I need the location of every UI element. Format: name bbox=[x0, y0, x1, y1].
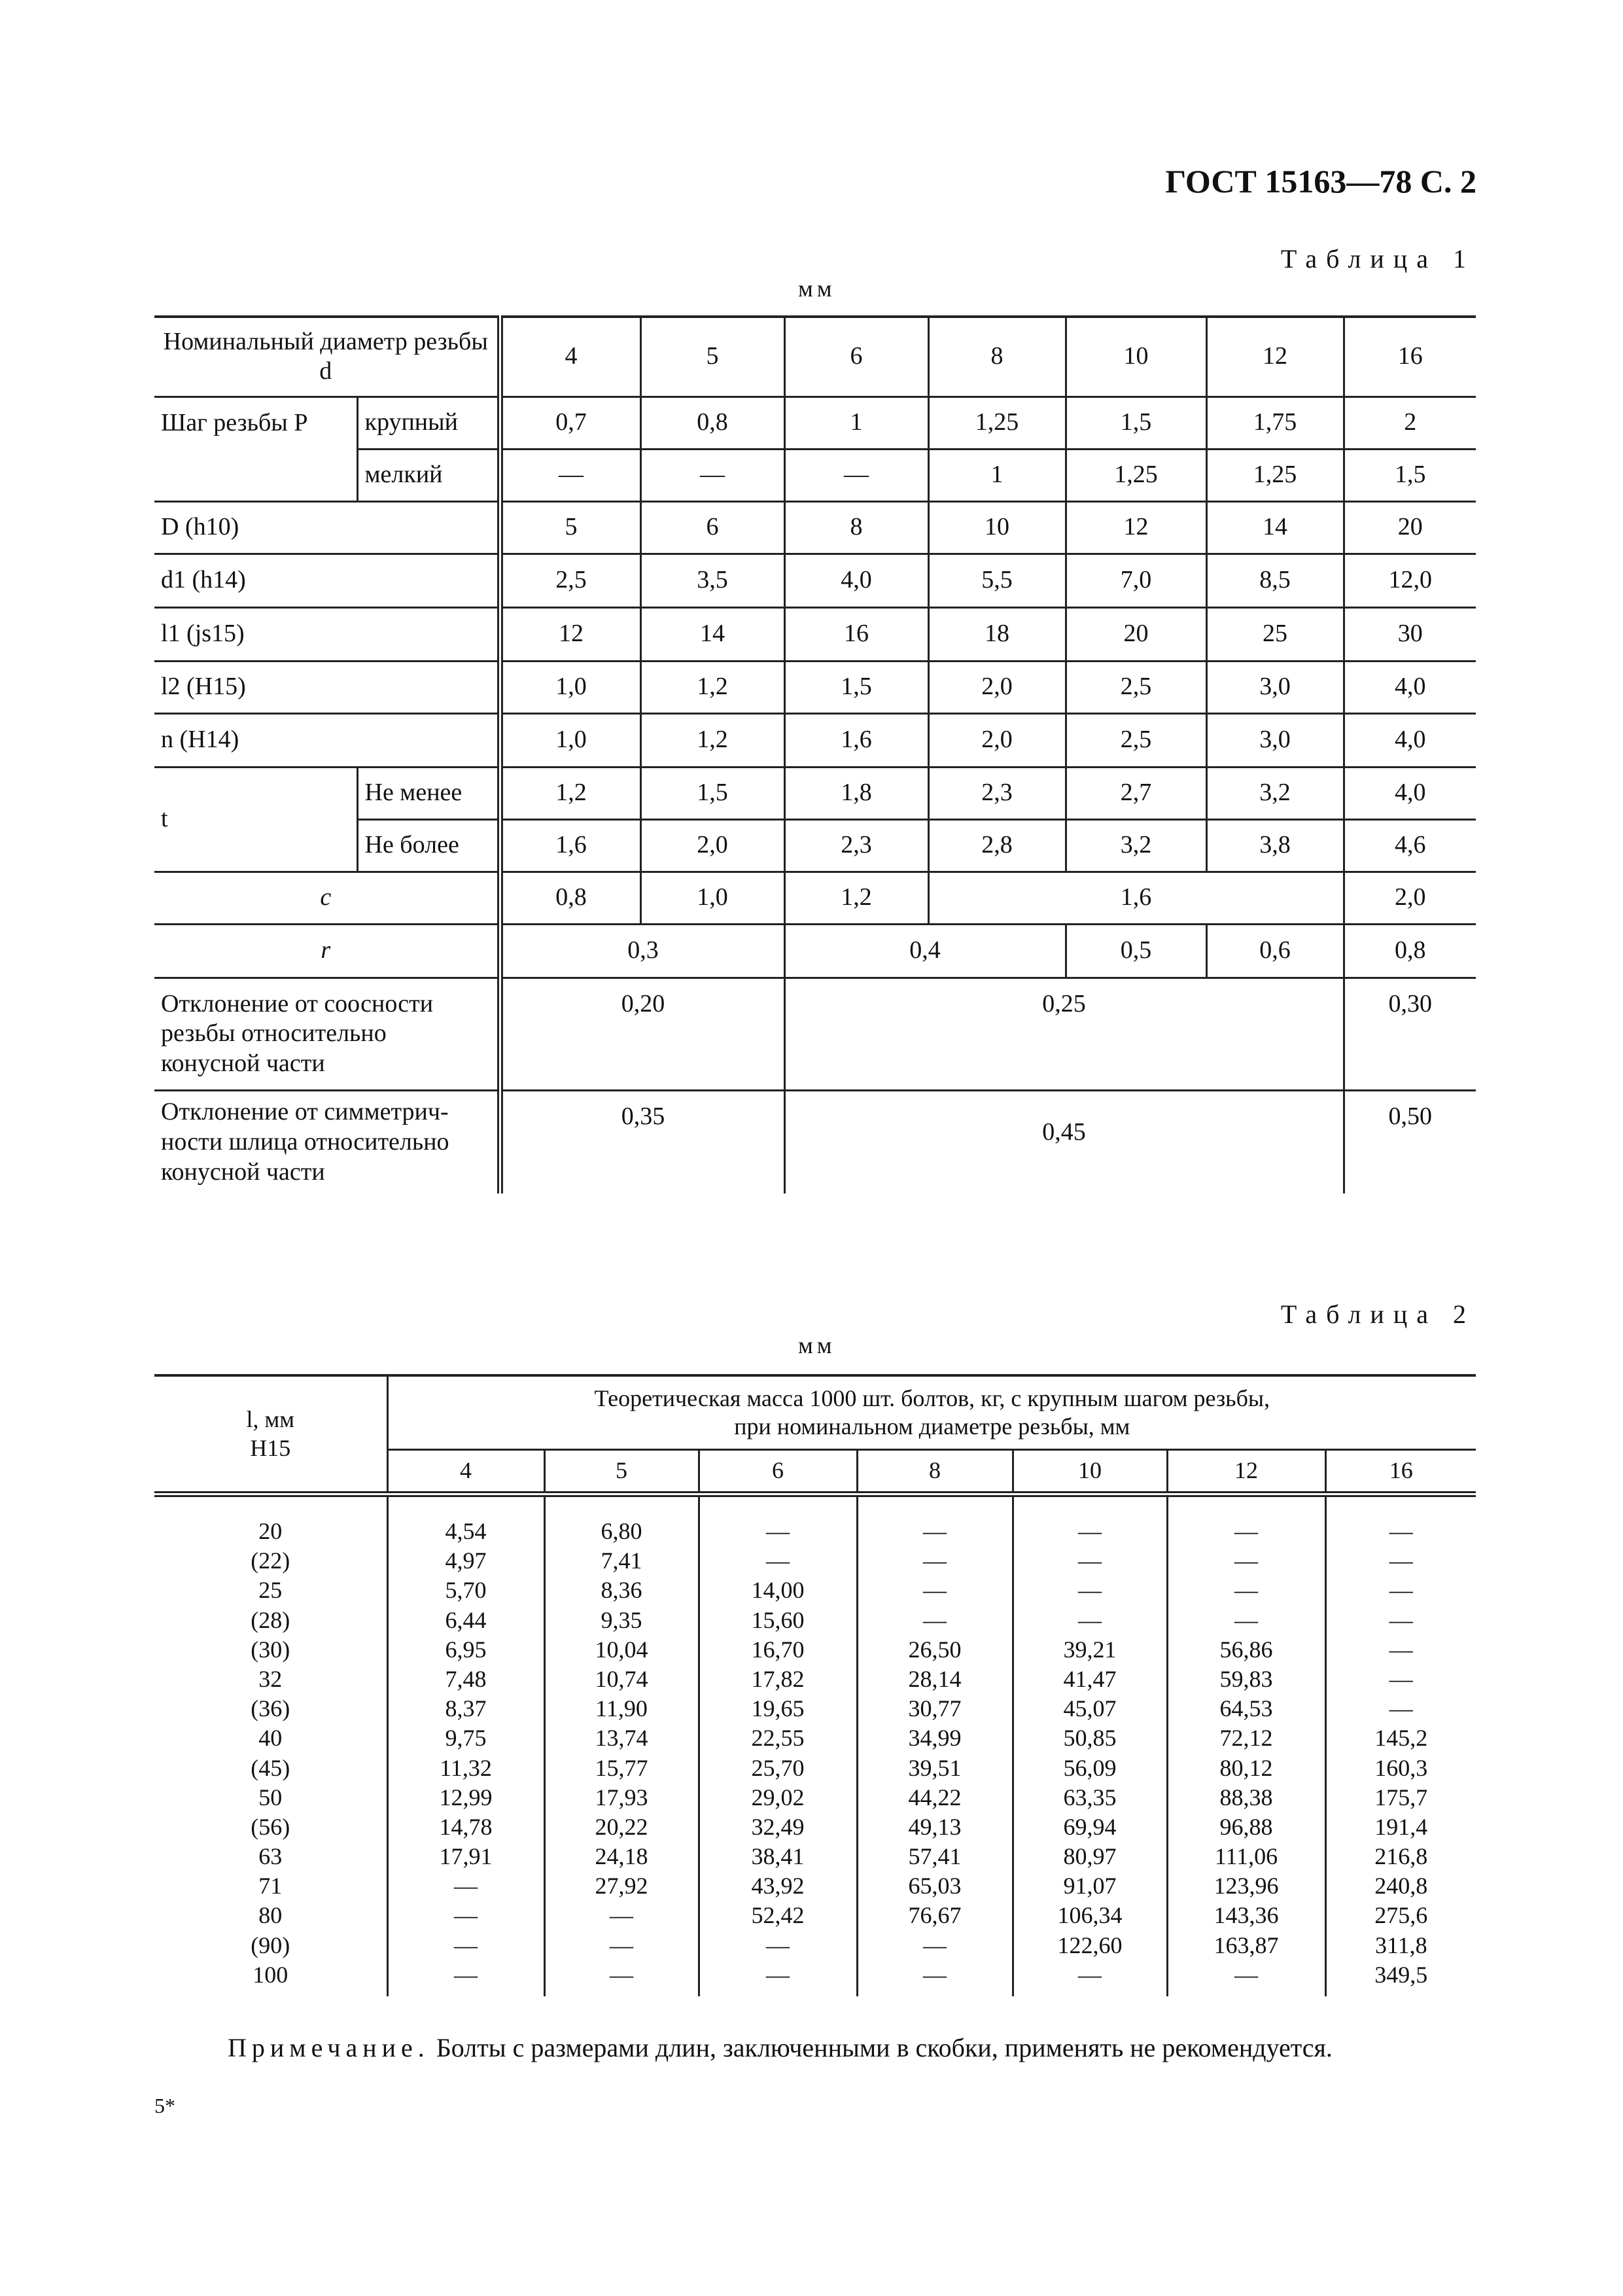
cell: 0,25 bbox=[784, 978, 1344, 1090]
cell: 0,8 bbox=[500, 872, 640, 924]
mass-value: 9,35 bbox=[601, 1606, 642, 1633]
cell: 1,0 bbox=[640, 872, 784, 924]
mass-value: — bbox=[1078, 1961, 1102, 1988]
mass-value: — bbox=[923, 1606, 947, 1633]
mass-value: 8,36 bbox=[601, 1577, 642, 1604]
cell: 2,5 bbox=[500, 554, 640, 607]
mass-value: 191,4 bbox=[1374, 1813, 1428, 1840]
n-label: n (H14) bbox=[154, 713, 500, 767]
mass-value: 4,97 bbox=[445, 1547, 487, 1574]
mass-value: 45,07 bbox=[1063, 1695, 1117, 1722]
cell: 2,0 bbox=[640, 819, 784, 872]
mass-value: 17,82 bbox=[751, 1665, 805, 1692]
mass-value: 27,92 bbox=[595, 1873, 648, 1899]
mass-value: — bbox=[610, 1932, 633, 1958]
cell: 12 bbox=[500, 607, 640, 661]
cell: 0,5 bbox=[1066, 924, 1206, 978]
mass-value: 38,41 bbox=[751, 1843, 805, 1870]
mass-value: 175,7 bbox=[1374, 1784, 1428, 1810]
mass-value: 123,96 bbox=[1213, 1873, 1279, 1899]
mass-value: 17,91 bbox=[439, 1843, 493, 1870]
mass-value: 19,65 bbox=[751, 1695, 805, 1722]
mass-value: 11,90 bbox=[595, 1695, 648, 1722]
table2-header-row bbox=[154, 1375, 1476, 1450]
t-label: t bbox=[154, 767, 357, 872]
l1-row bbox=[154, 607, 1476, 661]
cell: 20 bbox=[1344, 501, 1476, 554]
length-value: (90) bbox=[251, 1932, 290, 1958]
mass-value: 22,55 bbox=[751, 1725, 805, 1752]
l2-label: l2 (H15) bbox=[154, 661, 500, 713]
mass-value: 122,60 bbox=[1057, 1932, 1123, 1958]
mass-value: 240,8 bbox=[1374, 1873, 1428, 1899]
mass-column bbox=[1023, 1517, 1157, 1990]
mass-value: 106,34 bbox=[1057, 1902, 1123, 1929]
D-label: D (h10) bbox=[154, 501, 500, 554]
mass-value: 34,99 bbox=[908, 1725, 962, 1752]
cell: 0,6 bbox=[1206, 924, 1344, 978]
mass-value: — bbox=[766, 1932, 790, 1958]
mass-value: 12,99 bbox=[439, 1784, 493, 1810]
cell: 1,25 bbox=[1066, 449, 1206, 501]
cell: 0,3 bbox=[500, 924, 784, 978]
mass-value: — bbox=[923, 1547, 947, 1574]
cell: 2,5 bbox=[1066, 661, 1206, 713]
mass-value: 26,50 bbox=[908, 1636, 962, 1663]
cell: 4,0 bbox=[1344, 661, 1476, 713]
length-value: (56) bbox=[251, 1813, 290, 1840]
mass-value: 80,97 bbox=[1063, 1843, 1117, 1870]
mass-value: 25,70 bbox=[751, 1754, 805, 1781]
page-header: ГОСТ 15163—78 С. 2 bbox=[1165, 163, 1476, 200]
cell: 1,5 bbox=[640, 767, 784, 819]
mass-value: — bbox=[766, 1518, 790, 1544]
cell: 0,8 bbox=[1344, 924, 1476, 978]
cell: 0,8 bbox=[640, 397, 784, 449]
length-column bbox=[164, 1517, 377, 1990]
mass-value: 96,88 bbox=[1219, 1813, 1273, 1840]
mass-value: 7,48 bbox=[445, 1665, 487, 1692]
t-min-row bbox=[154, 767, 1476, 819]
mass-value: 9,75 bbox=[445, 1725, 487, 1752]
mass-value: 91,07 bbox=[1063, 1873, 1117, 1899]
mass-value: — bbox=[1389, 1665, 1413, 1692]
mass-value: — bbox=[923, 1518, 947, 1544]
page-mark: 5* bbox=[154, 2094, 175, 2117]
mass-value: 39,51 bbox=[908, 1754, 962, 1781]
coaxiality-label: Отклонение от соосности резьбы относительно конусной части bbox=[154, 978, 500, 1090]
t-min-label: Не менее bbox=[357, 767, 500, 819]
mass-group-header: Теоретическая масса 1000 шт. болтов, кг, с крупным шагом резьбы, при номинальном диаметре резьбы, мм bbox=[387, 1375, 1476, 1450]
pitch-coarse-label: крупный bbox=[357, 397, 500, 449]
cell: 1,25 bbox=[1206, 449, 1344, 501]
d1-row bbox=[154, 554, 1476, 607]
cell: 4,0 bbox=[1344, 767, 1476, 819]
mass-value: 6,44 bbox=[445, 1606, 487, 1633]
length-value: (22) bbox=[251, 1547, 290, 1574]
cell: 18 bbox=[928, 607, 1066, 661]
mass-value: 50,85 bbox=[1063, 1725, 1117, 1752]
diameter-cell: 8 bbox=[857, 1450, 1013, 1494]
mass-column bbox=[867, 1517, 1003, 1990]
mass-column bbox=[1336, 1517, 1467, 1990]
cell: 5,5 bbox=[928, 554, 1066, 607]
mass-value: 14,78 bbox=[439, 1813, 493, 1840]
cell: 2,5 bbox=[1066, 713, 1206, 767]
cell: 0,45 bbox=[784, 1090, 1344, 1193]
mass-value: — bbox=[454, 1932, 478, 1958]
length-value: (30) bbox=[251, 1636, 290, 1663]
mass-value: 311,8 bbox=[1374, 1932, 1427, 1958]
cell: — bbox=[640, 449, 784, 501]
mass-value: — bbox=[1234, 1518, 1258, 1544]
mass-value: — bbox=[1078, 1547, 1102, 1574]
diameter-cell: 10 bbox=[1013, 1450, 1167, 1494]
mass-value: 17,93 bbox=[595, 1784, 648, 1810]
cell: 2,0 bbox=[1344, 872, 1476, 924]
mass-value: — bbox=[923, 1932, 947, 1958]
cell: 4,0 bbox=[784, 554, 928, 607]
mass-value: 143,36 bbox=[1213, 1902, 1279, 1929]
cell: 5 bbox=[500, 501, 640, 554]
mass-value: 39,21 bbox=[1063, 1636, 1117, 1663]
mass-value: 20,22 bbox=[595, 1813, 648, 1840]
c-row bbox=[154, 872, 1476, 924]
mass-value: 49,13 bbox=[908, 1813, 962, 1840]
table1-unit: мм bbox=[798, 275, 836, 302]
length-value: (28) bbox=[251, 1606, 290, 1633]
mass-value: 6,80 bbox=[601, 1518, 642, 1544]
cell: 3,5 bbox=[640, 554, 784, 607]
r-row bbox=[154, 924, 1476, 978]
cell: 3,0 bbox=[1206, 713, 1344, 767]
cell: 0,20 bbox=[500, 978, 784, 1090]
cell: 20 bbox=[1066, 607, 1206, 661]
cell: 1,0 bbox=[500, 661, 640, 713]
cell: 2,3 bbox=[928, 767, 1066, 819]
cell: 14 bbox=[640, 607, 784, 661]
mass-value: 56,09 bbox=[1063, 1754, 1117, 1781]
mass-value: 15,60 bbox=[751, 1606, 805, 1633]
dimensions-table bbox=[154, 315, 1476, 1193]
mass-value: 43,92 bbox=[751, 1873, 805, 1899]
mass-value: — bbox=[1389, 1636, 1413, 1663]
cell: 8,5 bbox=[1206, 554, 1344, 607]
mass-value: 163,87 bbox=[1213, 1932, 1279, 1958]
table2-body bbox=[154, 1494, 1476, 1997]
diameter-cell: 16 bbox=[1344, 317, 1476, 397]
mass-value: 6,95 bbox=[445, 1636, 487, 1663]
length-value: 71 bbox=[258, 1873, 283, 1899]
cell: 1,5 bbox=[1344, 449, 1476, 501]
mass-value: 10,04 bbox=[595, 1636, 648, 1663]
cell: 7,0 bbox=[1066, 554, 1206, 607]
mass-value: — bbox=[610, 1902, 633, 1929]
mass-value: — bbox=[1234, 1606, 1258, 1633]
symmetry-row bbox=[154, 1090, 1476, 1193]
pitch-fine-label: мелкий bbox=[357, 449, 500, 501]
header-label: Номинальный диаметр резьбы d bbox=[154, 317, 500, 397]
mass-value: 10,74 bbox=[595, 1665, 648, 1692]
mass-value: — bbox=[1234, 1547, 1258, 1574]
mass-value: 13,74 bbox=[595, 1725, 648, 1752]
cell: 12 bbox=[1066, 501, 1206, 554]
length-value: 100 bbox=[253, 1961, 288, 1988]
mass-value: — bbox=[454, 1873, 478, 1899]
diameter-cell: 5 bbox=[544, 1450, 699, 1494]
length-header: l, мм H15 bbox=[154, 1375, 387, 1494]
mass-column bbox=[398, 1517, 534, 1990]
mass-value: 88,38 bbox=[1219, 1784, 1273, 1810]
table2-caption: Таблица 2 bbox=[1280, 1299, 1475, 1329]
mass-value: 44,22 bbox=[908, 1784, 962, 1810]
cell: 0,30 bbox=[1344, 978, 1476, 1090]
mass-value: — bbox=[1389, 1518, 1413, 1544]
mass-value: 216,8 bbox=[1374, 1843, 1428, 1870]
cell: 1,6 bbox=[500, 819, 640, 872]
cell: — bbox=[500, 449, 640, 501]
mass-value: 5,70 bbox=[445, 1577, 487, 1604]
cell: 0,35 bbox=[500, 1090, 784, 1193]
diameter-cell: 6 bbox=[784, 317, 928, 397]
diameter-cell: 8 bbox=[928, 317, 1066, 397]
cell: 30 bbox=[1344, 607, 1476, 661]
cell: 2,0 bbox=[928, 713, 1066, 767]
l1-label: l1 (js15) bbox=[154, 607, 500, 661]
length-value: 63 bbox=[258, 1843, 283, 1870]
mass-value: — bbox=[923, 1961, 947, 1988]
cell: 0,50 bbox=[1388, 1102, 1433, 1130]
mass-value: — bbox=[1234, 1961, 1258, 1988]
length-value: (45) bbox=[251, 1754, 290, 1781]
n-row bbox=[154, 713, 1476, 767]
pitch-label: Шаг резьбы P bbox=[154, 397, 357, 501]
l2-row bbox=[154, 661, 1476, 713]
mass-column bbox=[1178, 1517, 1316, 1990]
cell: 1,5 bbox=[784, 661, 928, 713]
cell: 1,2 bbox=[640, 661, 784, 713]
mass-value: 145,2 bbox=[1374, 1725, 1428, 1752]
cell: 6 bbox=[640, 501, 784, 554]
mass-value: — bbox=[766, 1547, 790, 1574]
cell: 1 bbox=[784, 397, 928, 449]
pitch-coarse-row bbox=[154, 397, 1476, 449]
table1-header-row bbox=[154, 317, 1476, 397]
cell: 3,2 bbox=[1206, 767, 1344, 819]
mass-value: 76,67 bbox=[908, 1902, 962, 1929]
mass-value: 69,94 bbox=[1063, 1813, 1117, 1840]
D-row bbox=[154, 501, 1476, 554]
d1-label: d1 (h14) bbox=[154, 554, 500, 607]
cell: 1 bbox=[928, 449, 1066, 501]
cell: 3,0 bbox=[1206, 661, 1344, 713]
cell: 0,4 bbox=[784, 924, 1066, 978]
mass-value: 30,77 bbox=[908, 1695, 962, 1722]
cell: 1,6 bbox=[928, 872, 1344, 924]
mass-value: — bbox=[610, 1961, 633, 1988]
mass-value: — bbox=[454, 1961, 478, 1988]
cell: 3,8 bbox=[1206, 819, 1344, 872]
mass-value: 15,77 bbox=[595, 1754, 648, 1781]
cell: 1,5 bbox=[1066, 397, 1206, 449]
mass-value: 16,70 bbox=[751, 1636, 805, 1663]
mass-value: 59,83 bbox=[1219, 1665, 1273, 1692]
cell: 1,2 bbox=[500, 767, 640, 819]
cell: 1,0 bbox=[500, 713, 640, 767]
cell: 1,25 bbox=[928, 397, 1066, 449]
mass-value: 275,6 bbox=[1374, 1902, 1428, 1929]
mass-value: 7,41 bbox=[601, 1547, 642, 1574]
mass-value: 56,86 bbox=[1219, 1636, 1273, 1663]
mass-value: — bbox=[1078, 1606, 1102, 1633]
mass-value: — bbox=[1389, 1695, 1413, 1722]
cell: 12,0 bbox=[1344, 554, 1476, 607]
length-value: 25 bbox=[258, 1577, 283, 1604]
length-value: 32 bbox=[258, 1665, 283, 1692]
note-text: Болты с размерами длин, заключенными в скобки, применять не рекомендуется. bbox=[436, 2033, 1333, 2062]
length-value: 50 bbox=[258, 1784, 283, 1810]
mass-value: — bbox=[1389, 1577, 1413, 1604]
cell: 3,2 bbox=[1066, 819, 1206, 872]
cell: 1,75 bbox=[1206, 397, 1344, 449]
cell: 2 bbox=[1344, 397, 1476, 449]
cell: 2,3 bbox=[784, 819, 928, 872]
mass-value: 11,32 bbox=[440, 1754, 492, 1781]
mass-value: 111,06 bbox=[1214, 1843, 1278, 1870]
mass-value: 57,41 bbox=[908, 1843, 962, 1870]
mass-value: 41,47 bbox=[1063, 1665, 1117, 1692]
mass-value: 24,18 bbox=[595, 1843, 648, 1870]
cell: 1,2 bbox=[640, 713, 784, 767]
cell: 16 bbox=[784, 607, 928, 661]
mass-value: — bbox=[1234, 1577, 1258, 1604]
mass-value: 72,12 bbox=[1219, 1725, 1273, 1752]
diameter-cell: 16 bbox=[1325, 1450, 1476, 1494]
cell: 2,8 bbox=[928, 819, 1066, 872]
cell: 25 bbox=[1206, 607, 1344, 661]
c-label: c bbox=[154, 872, 500, 924]
mass-value: 160,3 bbox=[1374, 1754, 1428, 1781]
mass-value: 80,12 bbox=[1219, 1754, 1273, 1781]
cell: 10 bbox=[928, 501, 1066, 554]
mass-value: — bbox=[1078, 1518, 1102, 1544]
cell: 4,6 bbox=[1344, 819, 1476, 872]
mass-value: 8,37 bbox=[445, 1695, 487, 1722]
mass-column bbox=[555, 1517, 689, 1990]
mass-value: 63,35 bbox=[1063, 1784, 1117, 1810]
mass-value: 14,00 bbox=[751, 1577, 805, 1604]
table2-unit: мм bbox=[798, 1332, 836, 1358]
cell: 14 bbox=[1206, 501, 1344, 554]
cell: — bbox=[784, 449, 928, 501]
mass-table bbox=[154, 1374, 1476, 1996]
mass-value: — bbox=[1389, 1606, 1413, 1633]
mass-value: 4,54 bbox=[445, 1518, 487, 1544]
length-value: 40 bbox=[258, 1725, 283, 1752]
cell: 1,6 bbox=[784, 713, 928, 767]
mass-value: 64,53 bbox=[1219, 1695, 1273, 1722]
cell: 2,7 bbox=[1066, 767, 1206, 819]
note-label: Примечание. bbox=[228, 2033, 430, 2062]
diameter-cell: 5 bbox=[640, 317, 784, 397]
table-note bbox=[228, 2032, 1333, 2063]
cell: 8 bbox=[784, 501, 928, 554]
mass-value: 65,03 bbox=[908, 1873, 962, 1899]
symmetry-label: Отклонение от симметрич-ности шлица относительно конусной части bbox=[154, 1090, 500, 1193]
mass-value: — bbox=[923, 1577, 947, 1604]
mass-value: 52,42 bbox=[751, 1902, 805, 1929]
diameter-cell: 10 bbox=[1066, 317, 1206, 397]
cell: 1,2 bbox=[784, 872, 928, 924]
mass-value: — bbox=[766, 1961, 790, 1988]
mass-column bbox=[709, 1517, 847, 1990]
mass-value: — bbox=[454, 1902, 478, 1929]
coaxiality-row bbox=[154, 978, 1476, 1090]
table1-caption: Таблица 1 bbox=[1280, 244, 1475, 274]
diameter-cell: 12 bbox=[1167, 1450, 1325, 1494]
mass-value: 32,49 bbox=[751, 1813, 805, 1840]
diameter-cell: 4 bbox=[387, 1450, 544, 1494]
mass-value: — bbox=[1078, 1577, 1102, 1604]
mass-value: 29,02 bbox=[751, 1784, 805, 1810]
mass-value: — bbox=[1389, 1547, 1413, 1574]
cell: 1,8 bbox=[784, 767, 928, 819]
cell: 2,0 bbox=[928, 661, 1066, 713]
cell: 4,0 bbox=[1344, 713, 1476, 767]
length-value: (36) bbox=[251, 1695, 290, 1722]
length-value: 20 bbox=[258, 1518, 283, 1544]
diameter-cell: 6 bbox=[699, 1450, 857, 1494]
r-label: r bbox=[154, 924, 500, 978]
diameter-cell: 4 bbox=[500, 317, 640, 397]
t-max-label: Не более bbox=[357, 819, 500, 872]
mass-value: 28,14 bbox=[908, 1665, 962, 1692]
cell: 0,7 bbox=[500, 397, 640, 449]
diameter-cell: 12 bbox=[1206, 317, 1344, 397]
mass-value: 349,5 bbox=[1374, 1961, 1428, 1988]
length-value: 80 bbox=[258, 1902, 283, 1929]
